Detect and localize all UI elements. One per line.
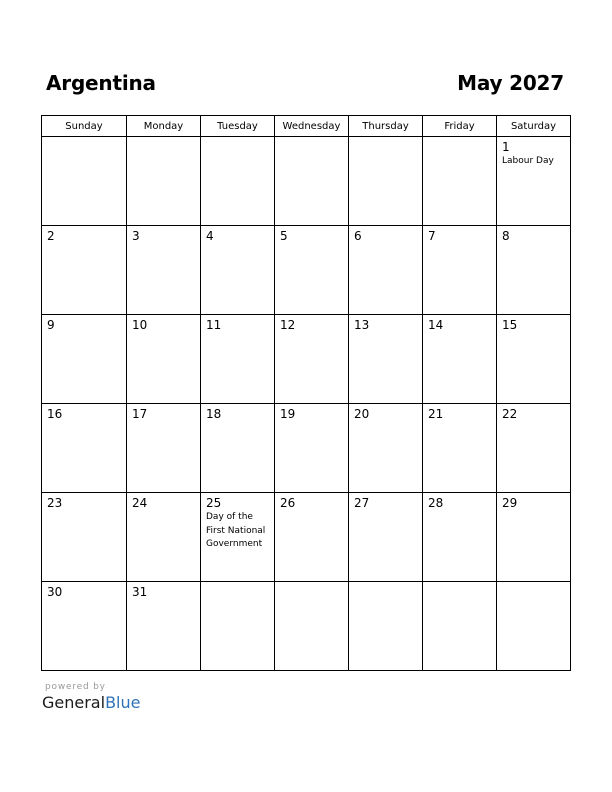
day-cell (497, 137, 571, 226)
day-number (127, 137, 200, 140)
day-cell (127, 404, 201, 493)
day-cell (127, 315, 201, 404)
day-number (275, 137, 348, 140)
weekday-tuesday: Tuesday (201, 116, 275, 137)
day-number: 25 (206, 496, 222, 510)
day-cell (42, 404, 127, 493)
day-cell (423, 404, 497, 493)
powered-by-text: powered by (45, 682, 106, 692)
day-cell (423, 582, 497, 671)
day-number: 21 (428, 407, 444, 421)
day-number: 9 (47, 318, 55, 332)
day-number (42, 137, 126, 140)
month-year-title: May 2027 (457, 71, 564, 95)
weekday-thursday: Thursday (349, 116, 423, 137)
day-cell (497, 404, 571, 493)
day-number: 3 (132, 229, 140, 243)
day-cell (42, 493, 127, 582)
day-number: 6 (354, 229, 362, 243)
day-cell (127, 493, 201, 582)
day-cell (201, 315, 275, 404)
day-cell (42, 315, 127, 404)
holiday-label-line: Day of the (206, 512, 253, 522)
day-number (201, 582, 274, 585)
week-row (42, 404, 571, 493)
country-title: Argentina (46, 71, 156, 95)
day-cell (423, 493, 497, 582)
day-cell (201, 404, 275, 493)
day-number: 11 (206, 318, 222, 332)
day-number: 10 (132, 318, 148, 332)
day-cell (275, 226, 349, 315)
day-cell (349, 582, 423, 671)
day-number (423, 137, 496, 140)
generalblue-logo[interactable] (42, 693, 140, 712)
day-number: 1 (502, 140, 510, 154)
brand-blue: Blue (105, 693, 141, 712)
day-cell (349, 404, 423, 493)
day-number: 22 (502, 407, 518, 421)
day-number (423, 582, 496, 585)
weekday-monday: Monday (127, 116, 201, 137)
day-number: 23 (47, 496, 63, 510)
day-number: 4 (206, 229, 214, 243)
day-cell (275, 315, 349, 404)
day-number: 7 (428, 229, 436, 243)
day-cell (42, 137, 127, 226)
day-cell (497, 582, 571, 671)
weekday-header-row (42, 116, 571, 137)
day-cell (42, 226, 127, 315)
day-cell (497, 315, 571, 404)
day-number: 30 (47, 585, 63, 599)
day-cell (349, 315, 423, 404)
day-number: 17 (132, 407, 148, 421)
day-number: 2 (47, 229, 55, 243)
day-cell (349, 137, 423, 226)
weekday-saturday: Saturday (497, 116, 571, 137)
brand-general: General (42, 693, 106, 712)
day-cell (275, 582, 349, 671)
day-cell (127, 582, 201, 671)
day-cell (275, 493, 349, 582)
day-number: 5 (280, 229, 288, 243)
day-cell (497, 226, 571, 315)
day-cell (201, 137, 275, 226)
day-number: 12 (280, 318, 296, 332)
week-row (42, 137, 571, 226)
day-number (275, 582, 348, 585)
day-number: 8 (502, 229, 510, 243)
weekday-wednesday: Wednesday (275, 116, 349, 137)
day-cell (423, 137, 497, 226)
day-number: 26 (280, 496, 296, 510)
day-cell (497, 493, 571, 582)
day-number (349, 137, 422, 140)
day-cell (127, 137, 201, 226)
week-row (42, 226, 571, 315)
day-cell (349, 493, 423, 582)
day-cell (201, 582, 275, 671)
day-number: 18 (206, 407, 222, 421)
day-number: 20 (354, 407, 370, 421)
day-cell (42, 582, 127, 671)
day-number (349, 582, 422, 585)
week-row (42, 315, 571, 404)
day-number: 27 (354, 496, 370, 510)
day-cell (201, 493, 275, 582)
week-row (42, 582, 571, 671)
day-cell (201, 226, 275, 315)
day-number: 31 (132, 585, 148, 599)
day-number: 24 (132, 496, 148, 510)
day-cell (275, 137, 349, 226)
day-number: 15 (502, 318, 518, 332)
day-cell (349, 226, 423, 315)
day-number: 29 (502, 496, 518, 510)
week-row (42, 493, 571, 582)
day-number: 13 (354, 318, 370, 332)
day-cell (423, 315, 497, 404)
weekday-sunday: Sunday (42, 116, 127, 137)
day-number (201, 137, 274, 140)
day-cell (423, 226, 497, 315)
holiday-label-line: First National (206, 525, 266, 536)
day-cell (275, 404, 349, 493)
day-number: 19 (280, 407, 296, 421)
day-number: 14 (428, 318, 444, 332)
calendar-grid (41, 115, 571, 671)
day-number (497, 582, 570, 585)
weekday-friday: Friday (423, 116, 497, 137)
day-number: 16 (47, 407, 63, 421)
day-cell (127, 226, 201, 315)
holiday-label-line: Government (206, 539, 263, 549)
holiday-label: Labour Day (502, 156, 554, 166)
day-number: 28 (428, 496, 444, 510)
